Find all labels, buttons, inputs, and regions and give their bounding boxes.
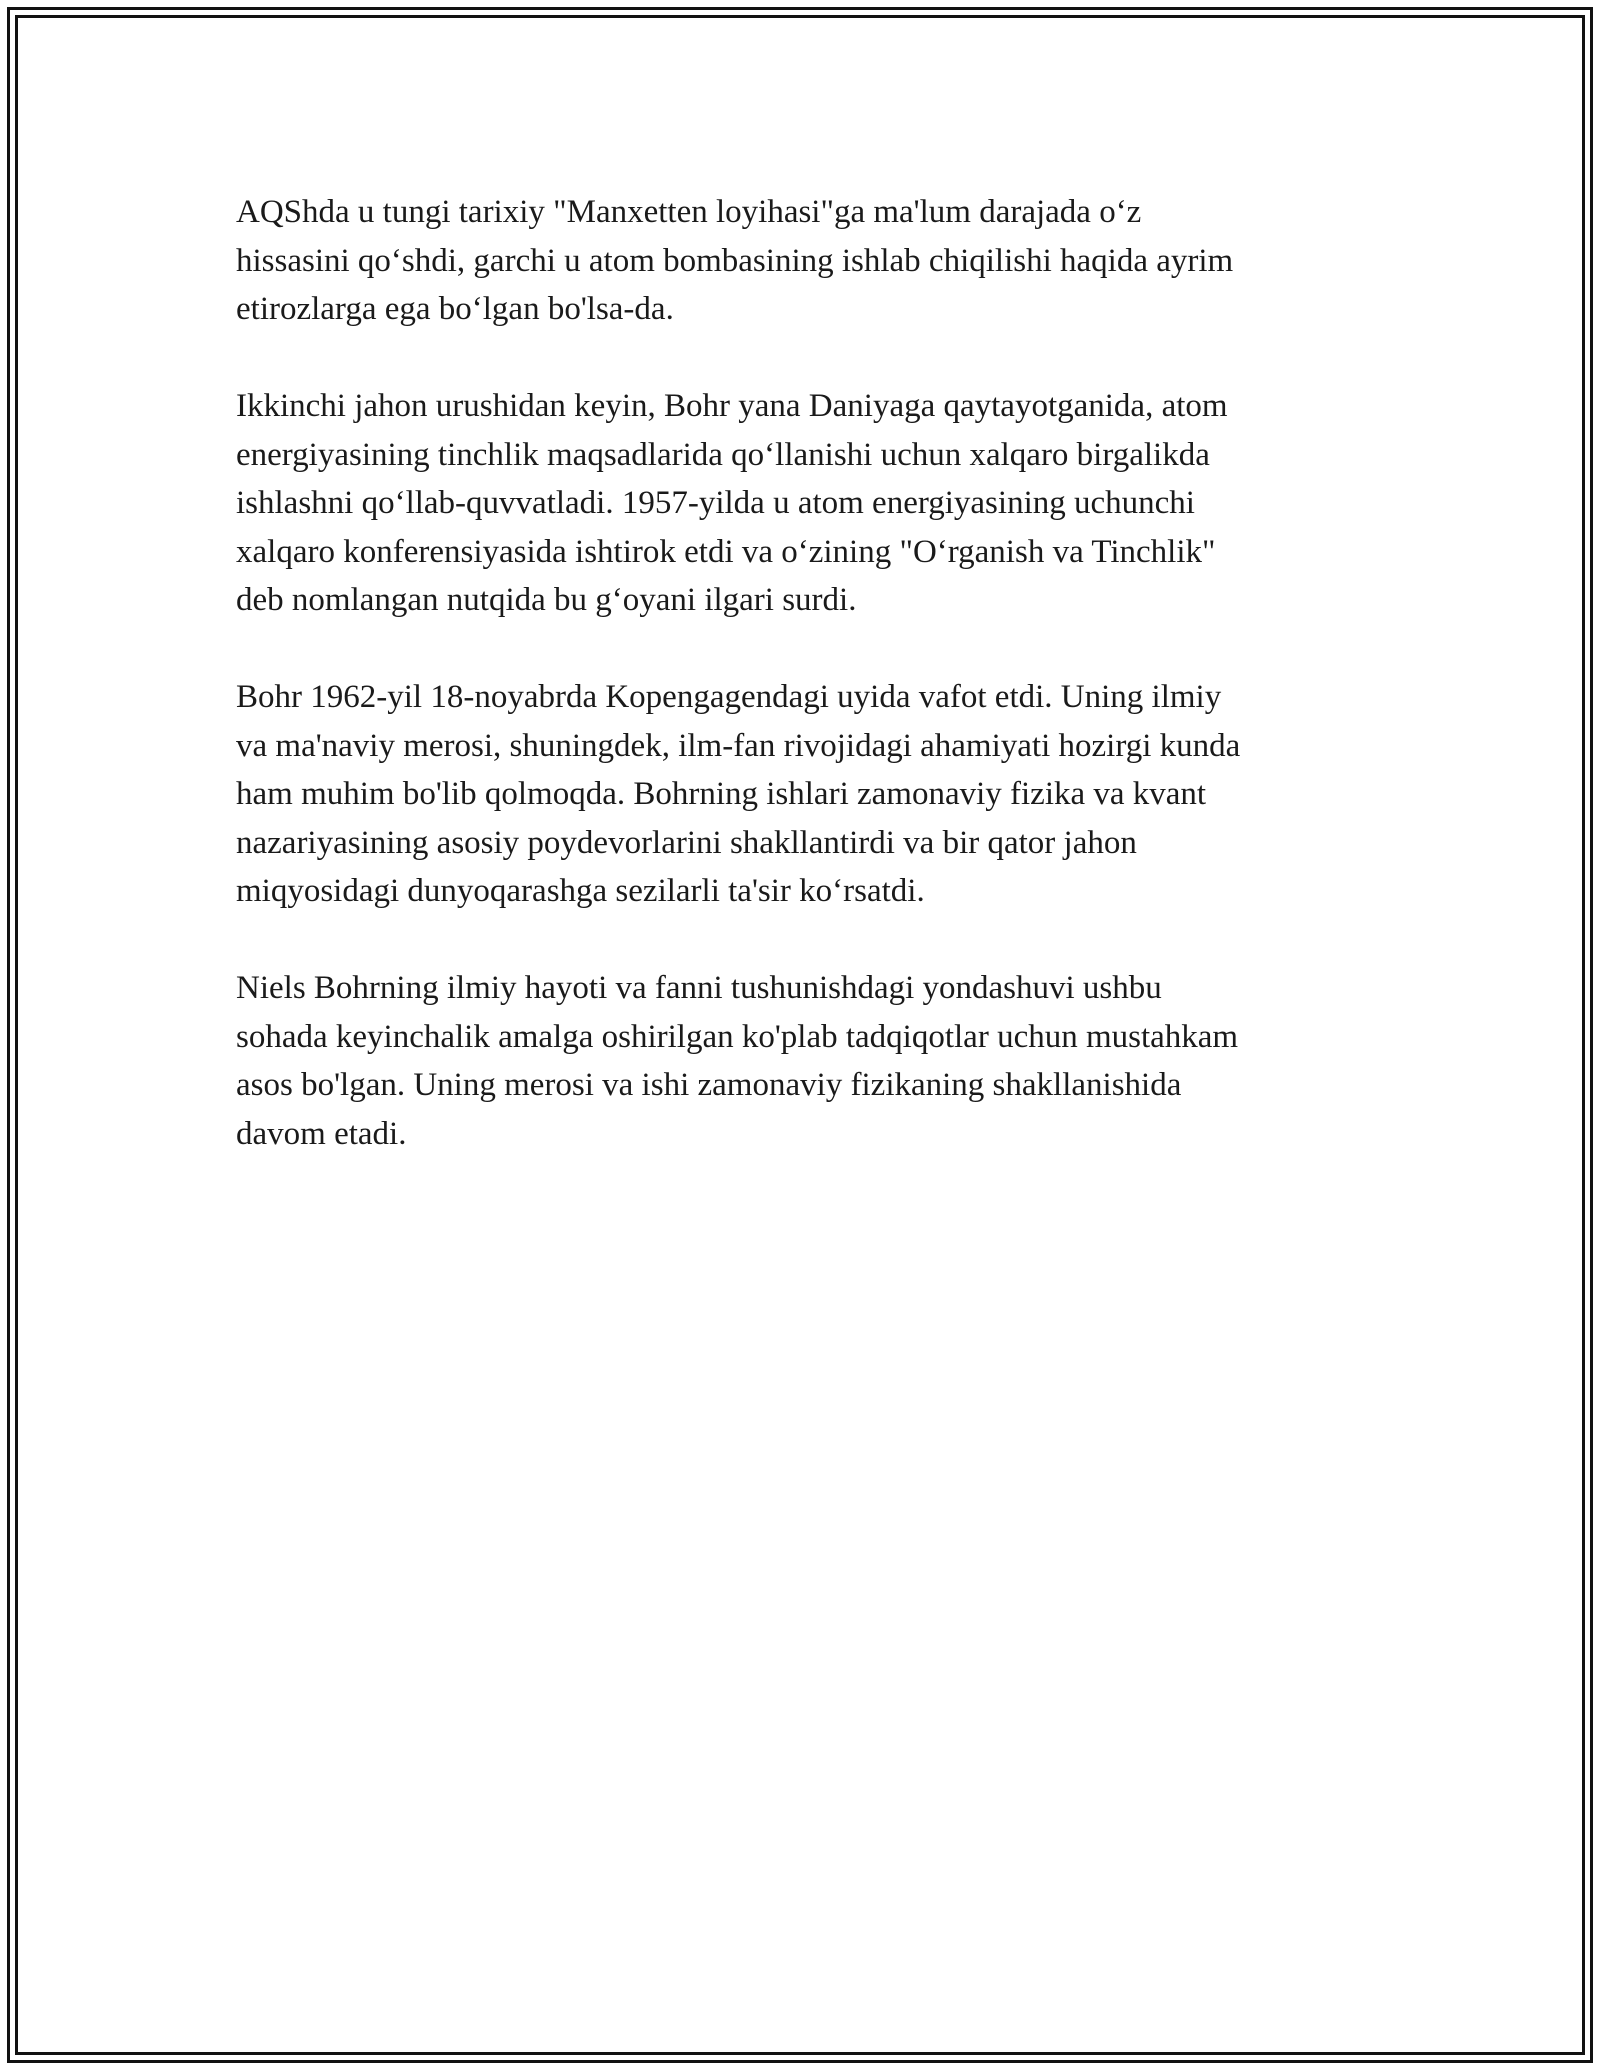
document-body — [236, 188, 1360, 1207]
paragraph-manhattan-project: AQShda u tungi tarixiy "Manxetten loyihasi"ga ma'lum darajada o‘z hissasini qo‘shdi, garchi u atom bombasining ishlab chiqilishi haqida ayrim etirozlarga ega bo‘lgan bo'lsa-da. — [236, 194, 1234, 327]
paragraph-post-war: Ikkinchi jahon urushidan keyin, Bohr yana Daniyaga qaytayotganida, atom energiyasining tinchlik maqsadlarida qo‘llanishi uchun xalqaro birgalikda ishlashni qo‘llab-quvvatladi. 1957-yilda u atom energiyasining uchunchi xalqaro konferensiyasida ishtirok etdi va o‘zining "O‘rganish va Tinchlik" deb nomlangan nutqida bu g‘oyani ilgari surdi. — [236, 388, 1228, 618]
paragraph-conclusion: Niels Bohrning ilmiy hayoti va fanni tushunishdagi yondashuvi ushbu sohada keyinchalik amalga oshirilgan ko'plab tadqiqotlar uchun mustahkam asos bo'lgan. Uning merosi va ishi zamonaviy fizikaning shakllanishida davom etadi. — [236, 970, 1239, 1152]
paragraph-death-legacy: Bohr 1962-yil 18-noyabrda Kopengagendagi uyida vafot etdi. Uning ilmiy va ma'naviy merosi, shuningdek, ilm-fan rivojidagi ahamiyati hozirgi kunda ham muhim bo'lib qolmoqda. Bohrning ishlari zamonaviy fizika va kvant nazariyasining asosiy poydevorlarini shakllantirdi va bir qator jahon miqyosidagi dunyoqarashga sezilarli ta'sir ko‘rsatdi. — [236, 679, 1241, 909]
